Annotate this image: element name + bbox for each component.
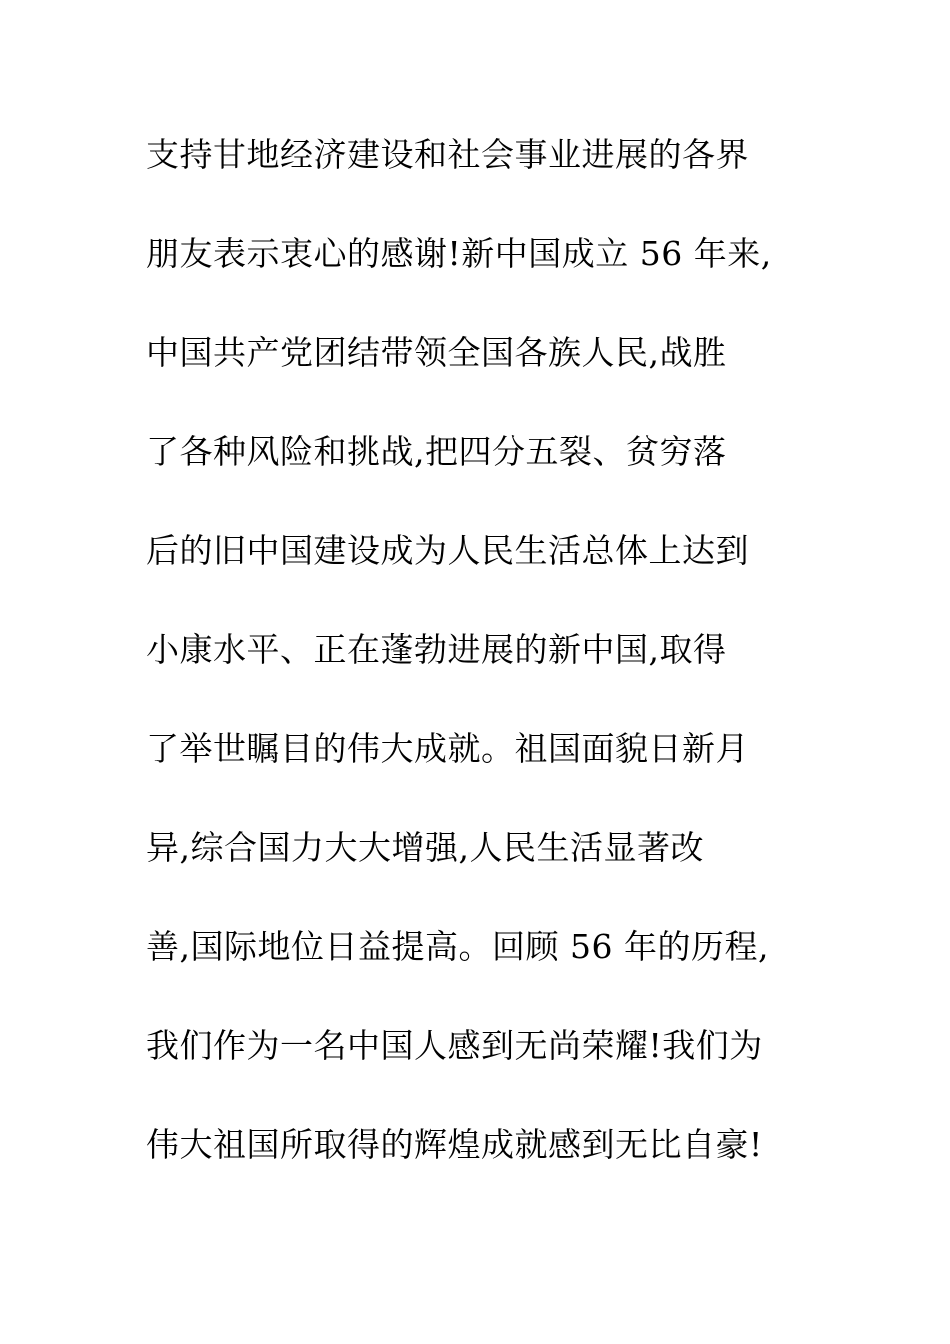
text-line-5: 后的旧中国建设成为人民生活总体上达到 xyxy=(146,531,749,570)
body-paragraph xyxy=(146,126,846,1215)
text-line-4: 了各种风险和挑战,把四分五裂、贫穷落 xyxy=(146,432,727,471)
text-line-8: 异,综合国力大大增强,人民生活显著改 xyxy=(146,828,704,867)
text-line-3: 中国共产党团结带领全国各族人民,战胜 xyxy=(146,333,727,372)
text-line-11: 伟大祖国所取得的辉煌成就感到无比自豪! xyxy=(146,1125,763,1164)
text-line-10: 我们作为一名中国人感到无尚荣耀!我们为 xyxy=(146,1026,763,1065)
text-line-2: 朋友表示衷心的感谢!新中国成立 56 年来, xyxy=(146,234,772,273)
text-line-1: 支持甘地经济建设和社会事业进展的各界 xyxy=(146,135,749,174)
text-line-7: 了举世瞩目的伟大成就。祖国面貌日新月 xyxy=(146,729,749,768)
text-line-9: 善,国际地位日益提高。回顾 56 年的历程, xyxy=(146,927,769,966)
text-line-6: 小康水平、正在蓬勃进展的新中国,取得 xyxy=(146,630,727,669)
